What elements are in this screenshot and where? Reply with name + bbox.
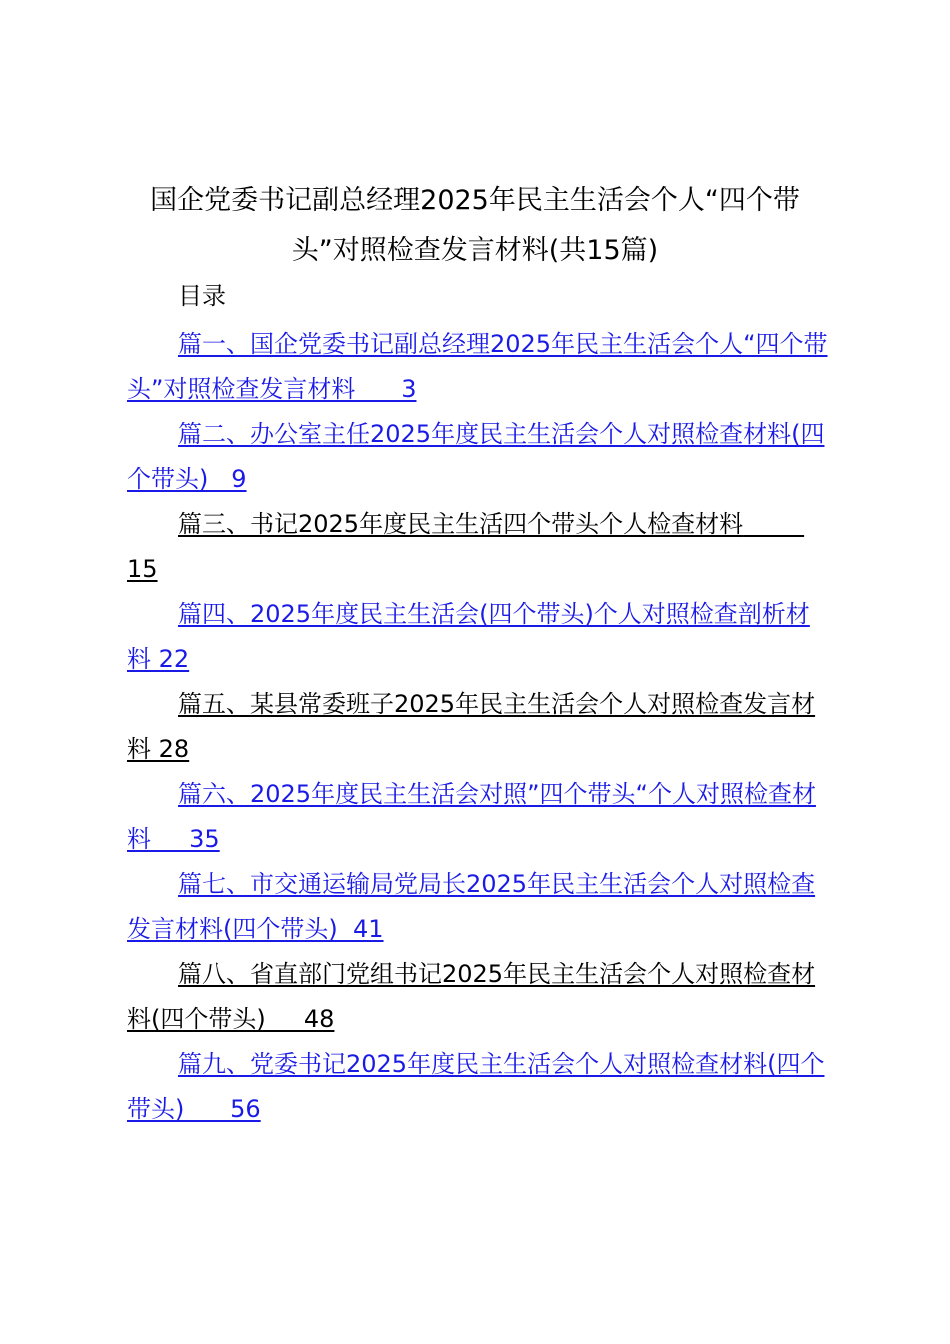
toc-entry-7[interactable]: 篇七、市交通运输局党局长2025年民主生活会个人对照检查发言材料(四个带头) 41	[127, 870, 816, 943]
toc-entry-9[interactable]: 篇九、党委书记2025年度民主生活会个人对照检查材料(四个带头) 56	[127, 1050, 825, 1123]
toc-entry-1[interactable]: 篇一、国企党委书记副总经理2025年民主生活会个人“四个带头”对照检查发言材料 3	[127, 330, 828, 403]
title-line-1: 国企党委书记副总经理2025年民主生活会个人“四个带	[150, 185, 800, 216]
toc-entry-5[interactable]: 篇五、某县常委班子2025年民主生活会个人对照检查发言材料 28	[127, 690, 816, 763]
toc-entry-6[interactable]: 篇六、2025年度民主生活会对照”四个带头“个人对照检查材料 35	[127, 780, 816, 853]
document-title	[100, 176, 850, 276]
toc-entry-3[interactable]: 篇三、书记2025年度民主生活四个带头个人检查材料 15	[127, 510, 805, 583]
toc-entry-8[interactable]: 篇八、省直部门党组书记2025年民主生活会个人对照检查材料(四个带头) 48	[127, 960, 816, 1033]
toc-entry-2[interactable]: 篇二、办公室主任2025年度民主生活会个人对照检查材料(四个带头) 9	[127, 420, 825, 493]
toc-entry-4[interactable]: 篇四、2025年度民主生活会(四个带头)个人对照检查剖析材料 22	[127, 600, 810, 673]
table-of-contents	[127, 322, 832, 1132]
toc-heading: 目录	[178, 282, 226, 310]
title-line-2: 头”对照检查发言材料(共15篇)	[291, 235, 659, 266]
